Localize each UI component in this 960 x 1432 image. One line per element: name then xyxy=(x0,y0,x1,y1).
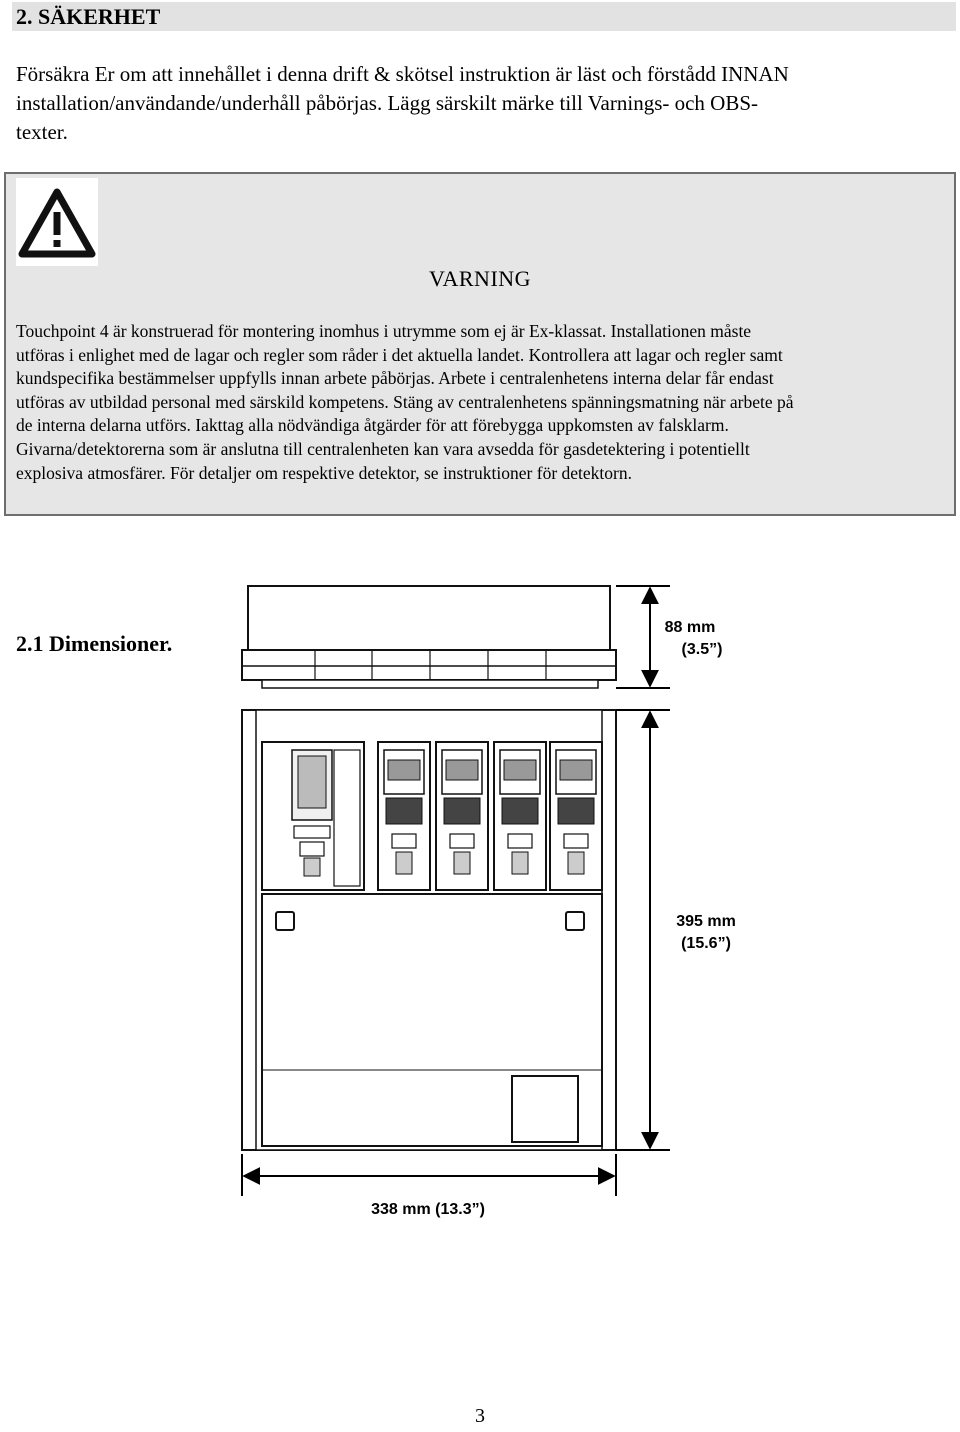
input-module xyxy=(550,742,602,890)
input-module xyxy=(494,742,546,890)
warning-text xyxy=(16,320,941,485)
intro-line-2: installation/användande/underhåll påbörjas. Lägg särskilt märke till Varnings- och OBS- xyxy=(16,91,759,115)
depth-in-label: (3.5”) xyxy=(681,641,723,658)
warning-line: Givarna/detektorerna som är anslutna till centralenheten kan vara avsedda för gasdetektering i potentiellt xyxy=(16,438,750,459)
warning-line: de interna delarna utförs. Iakttag alla nödvändiga åtgärder för att förebygga uppkomsten av falsklarm. xyxy=(16,415,729,436)
warning-line: utföras av utbildad personal med särskild kompetens. Stäng av centralenhetens spänningsmatning när arbete på xyxy=(16,391,794,412)
width-label: 338 mm (13.3”) xyxy=(371,1201,485,1218)
section-title: 2. SÄKERHET xyxy=(12,2,956,31)
warning-line: explosiva atmosfärer. För detaljer om respektive detektor, se instruktioner för detektorn. xyxy=(16,462,632,483)
height-in-label: (15.6”) xyxy=(681,935,731,952)
input-module xyxy=(436,742,488,890)
warning-line: kundspecifika bestämmelser uppfylls innan arbete påbörjas. Arbete i centralenhetens interna delar får endast xyxy=(16,368,774,389)
depth-dimension xyxy=(616,586,670,688)
enclosure-front-view xyxy=(242,710,616,1150)
warning-line: utföras i enlighet med de lagar och regler som råder i det aktuella landet. Kontrollera att lagar och regler samt xyxy=(16,344,783,365)
intro-paragraph xyxy=(16,60,946,147)
enclosure-top-view xyxy=(242,586,616,688)
intro-line-1: Försäkra Er om att innehållet i denna drift & skötsel instruktion är läst och förstådd INNAN xyxy=(16,62,789,86)
enclosure-dimension-drawing xyxy=(220,578,780,1238)
intro-line-3: texter. xyxy=(16,120,68,144)
warning-title: VARNING xyxy=(428,266,532,291)
warning-box xyxy=(4,172,956,516)
width-dimension xyxy=(242,1154,616,1196)
dimensions-heading: 2.1 Dimensioner. xyxy=(16,631,173,656)
warning-triangle-icon xyxy=(16,178,98,266)
depth-mm-label: 88 mm xyxy=(664,619,716,636)
height-dimension xyxy=(616,710,670,1150)
warning-line: Touchpoint 4 är konstruerad för montering inomhus i utrymme som ej är Ex-klassat. Installationen måste xyxy=(16,321,752,341)
input-module xyxy=(378,742,430,890)
page-number: 3 xyxy=(475,1405,485,1427)
height-mm-label: 395 mm xyxy=(676,913,736,930)
